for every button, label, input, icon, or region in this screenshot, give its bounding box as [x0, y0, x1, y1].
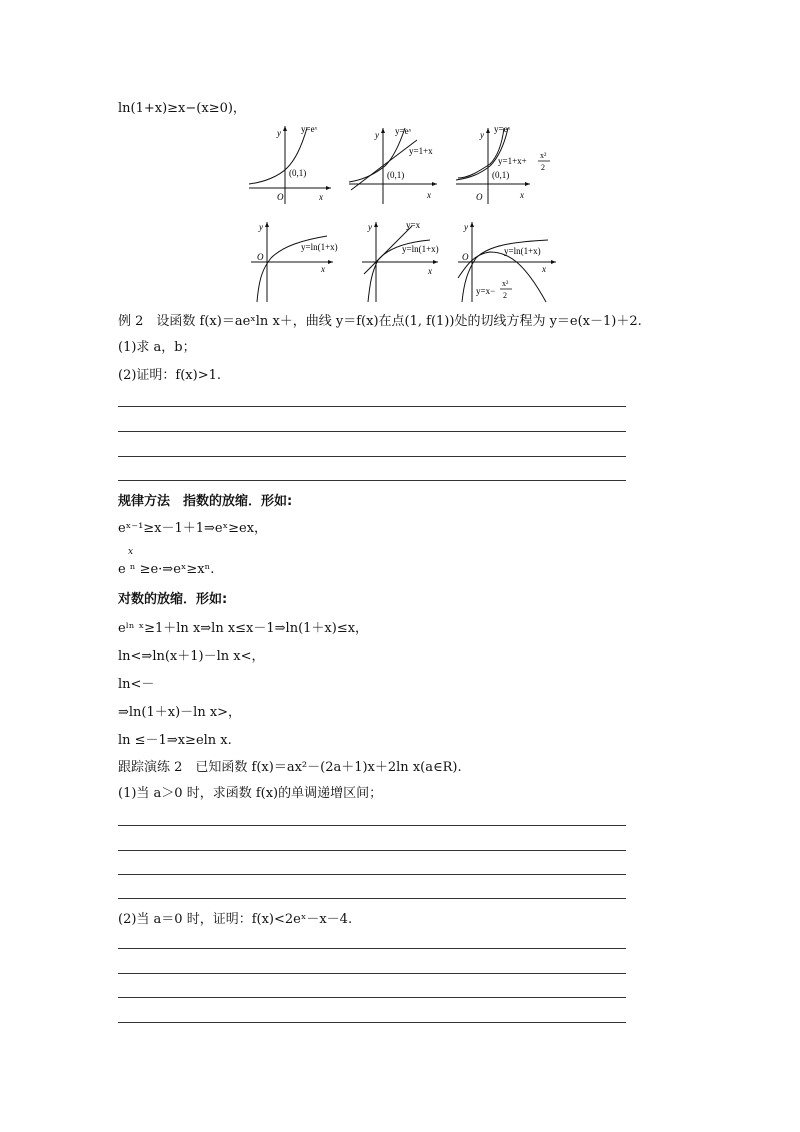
answer-line[interactable] [118, 898, 626, 899]
example2-q2: (2)证明：f(x)>1. [118, 368, 221, 383]
svg-text:y=x: y=x [406, 220, 421, 230]
svg-text:x: x [520, 190, 524, 200]
svg-text:y: y [368, 222, 372, 232]
svg-text:y=eˣ: y=eˣ [301, 124, 318, 134]
svg-text:y=ln(1+x): y=ln(1+x) [504, 246, 541, 256]
practice2-q1: (1)当 a＞0 时，求函数 f(x)的单调递增区间； [118, 786, 383, 801]
svg-text:y=1+x+: y=1+x+ [498, 156, 527, 166]
method-heading-2: 对数的放缩．形如: [118, 592, 228, 607]
practice2-q2: (2)当 a＝0 时，证明：f(x)<2eˣ－x－4. [118, 912, 353, 927]
svg-text:y=x−: y=x− [476, 286, 496, 296]
svg-text:y=ln(1+x): y=ln(1+x) [402, 244, 439, 254]
method-line-7: ln ≤－1⇒x≥eln x. [118, 733, 232, 748]
intro-inequality: ln(1+x)≥x−(x≥0)， [118, 101, 246, 116]
svg-text:x: x [427, 190, 431, 200]
graph-exp-1 [245, 120, 335, 205]
svg-text:x²: x² [540, 151, 547, 160]
svg-text:O: O [257, 252, 264, 262]
svg-text:O: O [277, 192, 284, 202]
method-line-2: e ⁿ ≥e·⇒eˣ≥xⁿ. [118, 562, 215, 577]
answer-line[interactable] [118, 431, 626, 432]
method-heading: 规律方法 指数的放缩．形如: [118, 494, 293, 509]
answer-line[interactable] [118, 973, 626, 974]
example2-title: 例 2 设函数 f(x)＝aeˣln x＋，曲线 y＝f(x)在点(1, f(1))处的切线方程为 y＝e(x－1)＋2. [118, 314, 642, 329]
svg-text:y: y [259, 222, 263, 232]
svg-text:x: x [321, 264, 325, 274]
svg-text:2: 2 [503, 291, 507, 300]
method-line-4: ln<⇒ln(x＋1)－ln x<， [118, 649, 265, 664]
svg-text:y: y [464, 222, 468, 232]
svg-text:y=eˣ: y=eˣ [494, 124, 511, 134]
svg-text:(0,1): (0,1) [289, 168, 307, 178]
svg-text:(0,1): (0,1) [387, 170, 405, 180]
answer-line[interactable] [118, 1022, 626, 1023]
svg-text:y: y [277, 128, 281, 138]
answer-line[interactable] [118, 456, 626, 457]
method-line-2-superscript: x [128, 547, 134, 557]
answer-line[interactable] [118, 997, 626, 998]
graph-exp-tangent [345, 120, 445, 205]
svg-text:y=1+x: y=1+x [409, 146, 433, 156]
svg-text:x: x [542, 264, 546, 274]
svg-text:y=eˣ: y=eˣ [395, 126, 412, 136]
svg-text:y=ln(1+x): y=ln(1+x) [301, 242, 338, 252]
svg-text:x: x [319, 192, 323, 202]
svg-text:x: x [428, 266, 432, 276]
graph-exp-quadratic [452, 120, 562, 205]
svg-text:O: O [476, 192, 483, 202]
method-line-3: eˡⁿ ˣ≥1＋ln x⇒ln x≤x－1⇒ln(1＋x)≤x， [118, 621, 369, 636]
svg-text:O: O [462, 252, 469, 262]
practice2-title: 跟踪演练 2 已知函数 f(x)＝ax²－(2a＋1)x＋2ln x(a∈R). [118, 760, 462, 775]
answer-line[interactable] [118, 874, 626, 875]
svg-text:y: y [375, 130, 379, 140]
svg-text:x²: x² [502, 279, 509, 288]
graph-ln-tangent [358, 216, 458, 303]
method-line-5: ln<－ [118, 677, 155, 692]
svg-text:y: y [480, 130, 484, 140]
graph-ln-1 [247, 218, 352, 303]
method-line-6: ⇒ln(1＋x)－ln x>， [118, 705, 242, 720]
example2-q1: (1)求 a，b； [118, 340, 196, 355]
svg-text:(0,1): (0,1) [492, 170, 510, 180]
method-line-1: eˣ⁻¹≥x－1＋1⇒eˣ≥ex， [118, 521, 268, 536]
answer-line[interactable] [118, 850, 626, 851]
answer-line[interactable] [118, 948, 626, 949]
answer-line[interactable] [118, 480, 626, 481]
graph-ln-quadratic [454, 218, 562, 303]
answer-line[interactable] [118, 825, 626, 826]
answer-line[interactable] [118, 406, 626, 407]
svg-text:2: 2 [541, 163, 545, 172]
